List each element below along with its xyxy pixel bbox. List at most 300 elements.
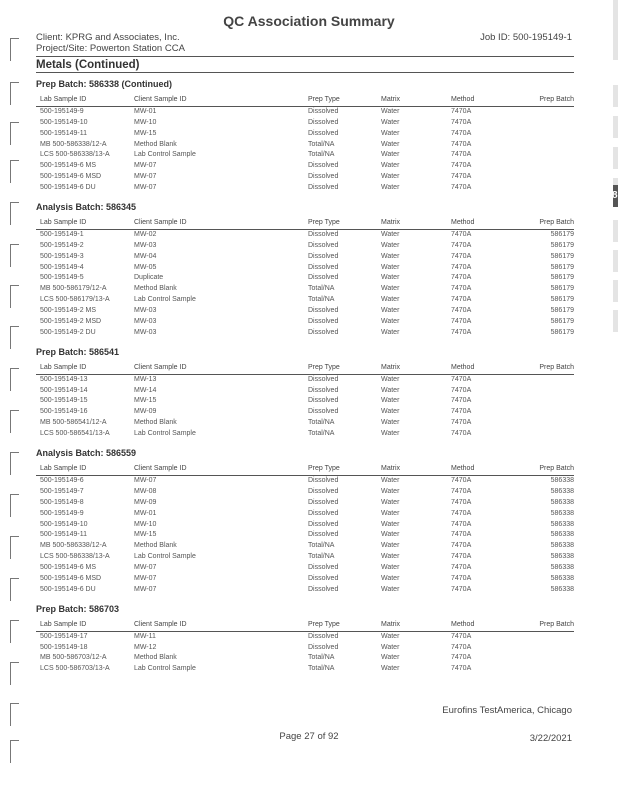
lab-sample-id-cell: LCS 500-586338/13-A — [40, 151, 110, 159]
scan-mark — [10, 244, 19, 267]
method-cell: 7470A — [451, 318, 472, 326]
table-row — [36, 150, 574, 161]
prep-batch-cell — [525, 632, 574, 643]
column-header-prep-type: Prep Type — [308, 219, 340, 227]
scan-mark — [10, 620, 19, 643]
lab-sample-id-cell: MB 500-586541/12-A — [40, 419, 107, 427]
table-row — [36, 295, 574, 306]
column-header-prep-batch: Prep Batch — [539, 363, 574, 371]
lab-sample-id-cell: MB 500-586179/12-A — [40, 285, 107, 293]
client-sample-id-cell: MW-15 — [134, 531, 157, 539]
client-sample-id-cell: MW-10 — [134, 520, 157, 528]
lab-sample-id-cell: 500-195149-2 MS — [40, 307, 97, 315]
job-id: Job ID: 500-195149-1 — [480, 32, 572, 43]
table-row — [36, 643, 574, 654]
batch-title: Analysis Batch: 586345 — [36, 202, 137, 213]
prep-batch-cell: 586338 — [550, 574, 574, 582]
prep-type-cell: Dissolved — [308, 531, 339, 539]
prep-batch-cell — [525, 107, 574, 118]
column-header-matrix: Matrix — [381, 96, 401, 103]
lab-sample-id-cell: 500-195149-3 — [40, 252, 84, 260]
client-sample-id-cell: MW-09 — [134, 408, 157, 416]
lab-sample-id-cell: 500-195149-1 — [40, 230, 84, 238]
column-header-prep-batch: Prep Batch — [539, 219, 574, 227]
table-row — [36, 632, 574, 643]
scan-mark — [10, 326, 19, 349]
prep-batch-cell: 586179 — [550, 274, 574, 282]
table-row — [36, 317, 574, 328]
client-sample-id-cell: Method Blank — [134, 419, 177, 427]
client-sample-id-cell: MW-04 — [134, 252, 157, 260]
section-tab — [613, 0, 618, 60]
method-cell: 7470A — [451, 375, 472, 383]
lab-sample-id-cell: 500-195149-11 — [40, 129, 87, 137]
prep-batch-cell — [525, 407, 574, 418]
column-header-client-sample-id: Client Sample ID — [134, 363, 187, 371]
method-cell: 7470A — [451, 230, 472, 238]
prep-type-cell: Dissolved — [308, 397, 339, 405]
method-cell: 7470A — [451, 307, 472, 315]
matrix-cell: Water — [381, 665, 400, 673]
prep-type-cell: Dissolved — [308, 476, 339, 484]
column-header-prep-type: Prep Type — [308, 620, 340, 628]
column-header-client-sample-id: Client Sample ID — [134, 465, 187, 473]
table-header-row — [36, 363, 574, 375]
client-sample-id-cell: Lab Control Sample — [134, 151, 196, 159]
matrix-cell: Water — [381, 129, 400, 137]
table-header-row — [36, 620, 574, 632]
section-tab — [613, 280, 618, 302]
method-cell: 7470A — [451, 263, 472, 271]
column-header-client-sample-id: Client Sample ID — [134, 96, 187, 103]
lab-sample-id-cell: 500-195149-6 MSD — [40, 173, 102, 181]
scan-mark — [10, 578, 19, 601]
prep-type-cell: Dissolved — [308, 307, 339, 315]
scan-mark — [10, 662, 19, 685]
table-row — [36, 653, 574, 664]
column-header-prep-type: Prep Type — [308, 465, 340, 473]
prep-batch-cell: 586179 — [550, 241, 574, 249]
prep-batch-cell — [525, 375, 574, 386]
matrix-cell: Water — [381, 654, 400, 662]
client-sample-id-cell: MW-08 — [134, 487, 157, 495]
column-header-client-sample-id: Client Sample ID — [134, 620, 187, 628]
section-tab — [613, 147, 618, 169]
scan-mark — [10, 536, 19, 559]
prep-type-cell: Dissolved — [308, 632, 339, 640]
lab-sample-id-cell: 500-195149-6 MS — [40, 162, 97, 170]
prep-batch-cell: 586338 — [550, 564, 574, 572]
client-sample-id-cell: Method Blank — [134, 542, 177, 550]
prep-type-cell: Total/NA — [308, 654, 335, 662]
lab-sample-id-cell: 500-195149-6 DU — [40, 585, 96, 593]
client-sample-id-cell: Lab Control Sample — [134, 430, 196, 438]
scan-mark — [10, 285, 19, 308]
prep-type-cell: Total/NA — [308, 430, 335, 438]
scan-mark — [10, 740, 19, 763]
table-row — [36, 585, 574, 596]
matrix-cell: Water — [381, 230, 400, 238]
scan-mark — [10, 368, 19, 391]
lab-sample-id-cell: MB 500-586338/12-A — [40, 542, 107, 550]
batch-section — [36, 201, 574, 339]
matrix-cell: Water — [381, 263, 400, 271]
matrix-cell: Water — [381, 151, 400, 159]
client-sample-id-cell: MW-05 — [134, 263, 157, 271]
client-sample-id-cell: MW-01 — [134, 509, 157, 517]
prep-type-cell: Dissolved — [308, 129, 339, 137]
prep-type-cell: Total/NA — [308, 542, 335, 550]
column-header-matrix: Matrix — [381, 465, 401, 473]
prep-batch-cell: 586338 — [550, 509, 574, 517]
prep-batch-cell: 586338 — [550, 542, 574, 550]
batch-title: Prep Batch: 586703 — [36, 603, 120, 614]
prep-batch-cell: 586338 — [550, 553, 574, 561]
prep-type-cell: Dissolved — [308, 408, 339, 416]
matrix-cell: Water — [381, 476, 400, 484]
table-row — [36, 107, 574, 118]
prep-batch-cell — [525, 140, 574, 151]
prep-batch-cell: 586338 — [550, 498, 574, 506]
prep-batch-cell: 586338 — [550, 531, 574, 539]
table-row — [36, 530, 574, 541]
matrix-cell: Water — [381, 531, 400, 539]
prep-type-cell: Dissolved — [308, 564, 339, 572]
lab-sample-id-cell: 500-195149-6 MS — [40, 564, 97, 572]
prep-type-cell: Dissolved — [308, 643, 339, 651]
lab-sample-id-cell: 500-195149-4 — [40, 263, 84, 271]
section-tab — [613, 85, 618, 107]
table-header-row — [36, 464, 574, 476]
column-header-prep-batch: Prep Batch — [539, 465, 574, 473]
table-row — [36, 664, 574, 675]
table-row — [36, 386, 574, 397]
prep-batch-cell — [525, 429, 574, 440]
lab-sample-id-cell: 500-195149-10 — [40, 118, 88, 126]
table-row — [36, 140, 574, 151]
qc-batches — [36, 77, 574, 682]
section-tab — [613, 116, 618, 138]
matrix-cell: Water — [381, 328, 400, 336]
matrix-cell: Water — [381, 375, 400, 383]
column-header-lab-sample-id: Lab Sample ID — [40, 620, 87, 628]
client-sample-id-cell: MW-13 — [134, 375, 157, 383]
method-cell: 7470A — [451, 498, 472, 506]
method-cell: 7470A — [451, 654, 472, 662]
column-header-prep-type: Prep Type — [308, 363, 340, 371]
table-row — [36, 407, 574, 418]
table-row — [36, 418, 574, 429]
method-cell: 7470A — [451, 296, 472, 304]
matrix-cell: Water — [381, 509, 400, 517]
client-sample-id-cell: MW-03 — [134, 318, 157, 326]
client-sample-id-cell: MW-14 — [134, 386, 157, 394]
matrix-cell: Water — [381, 285, 400, 293]
table-row — [36, 161, 574, 172]
table-row — [36, 252, 574, 263]
column-header-method: Method — [451, 465, 475, 473]
method-cell: 7470A — [451, 476, 472, 484]
prep-type-cell: Total/NA — [308, 665, 335, 673]
prep-batch-cell: 586338 — [550, 585, 574, 593]
matrix-cell: Water — [381, 632, 400, 640]
prep-type-cell: Dissolved — [308, 487, 339, 495]
prep-type-cell: Dissolved — [308, 386, 339, 394]
lab-sample-id-cell: LCS 500-586179/13-A — [40, 296, 110, 304]
prep-type-cell: Dissolved — [308, 520, 339, 528]
method-cell: 7470A — [451, 564, 472, 572]
section-title: Metals (Continued) — [36, 59, 140, 71]
prep-batch-cell: 586338 — [550, 487, 574, 495]
section-rule — [36, 72, 574, 73]
method-cell: 7470A — [451, 542, 472, 550]
prep-type-cell: Dissolved — [308, 585, 339, 593]
table-row — [36, 284, 574, 295]
table-row — [36, 263, 574, 274]
table-row — [36, 498, 574, 509]
prep-type-cell: Dissolved — [308, 118, 339, 126]
client-sample-id-cell: MW-02 — [134, 230, 157, 238]
client-sample-id-cell: MW-07 — [134, 476, 157, 484]
page-title: QC Association Summary — [223, 13, 395, 29]
method-cell: 7470A — [451, 285, 472, 293]
table-row — [36, 172, 574, 183]
lab-sample-id-cell: 500-195149-18 — [40, 643, 88, 651]
column-header-method: Method — [451, 620, 475, 628]
client-sample-id-cell: MW-03 — [134, 328, 157, 336]
matrix-cell: Water — [381, 520, 400, 528]
table-row — [36, 429, 574, 440]
prep-batch-cell: 586179 — [550, 285, 574, 293]
method-cell: 7470A — [451, 531, 472, 539]
scan-mark — [10, 38, 19, 61]
header-rule — [36, 56, 574, 57]
table-row — [36, 476, 574, 487]
batch-section — [36, 603, 574, 675]
prep-type-cell: Dissolved — [308, 318, 339, 326]
lab-sample-id-cell: 500-195149-6 — [40, 476, 84, 484]
prep-batch-cell — [525, 172, 574, 183]
scan-mark — [10, 82, 19, 105]
client-sample-id-cell: MW-01 — [134, 107, 157, 115]
section-tab — [613, 220, 618, 242]
prep-batch-cell: 586179 — [550, 296, 574, 304]
table-row — [36, 563, 574, 574]
matrix-cell: Water — [381, 430, 400, 438]
lab-sample-id-cell: 500-195149-8 — [40, 498, 84, 506]
client-sample-id-cell: MW-07 — [134, 564, 157, 572]
lab-sample-id-cell: LCS 500-586338/13-A — [40, 553, 110, 561]
column-header-client-sample-id: Client Sample ID — [134, 219, 187, 227]
prep-batch-cell: 586179 — [550, 328, 574, 336]
prep-type-cell: Dissolved — [308, 184, 339, 192]
table-row — [36, 520, 574, 531]
prep-type-cell: Dissolved — [308, 241, 339, 249]
table-row — [36, 129, 574, 140]
batch-title: Analysis Batch: 586559 — [36, 448, 137, 459]
batch-title: Prep Batch: 586338 (Continued) — [36, 79, 173, 89]
column-header-lab-sample-id: Lab Sample ID — [40, 465, 87, 473]
method-cell: 7470A — [451, 665, 472, 673]
prep-batch-cell — [525, 664, 574, 675]
prep-type-cell: Dissolved — [308, 173, 339, 181]
lab-sample-id-cell: 500-195149-10 — [40, 520, 88, 528]
column-header-prep-batch: Prep Batch — [539, 620, 574, 628]
prep-type-cell: Dissolved — [308, 252, 339, 260]
prep-batch-cell — [525, 150, 574, 161]
column-header-matrix: Matrix — [381, 620, 401, 628]
client-sample-id-cell: MW-09 — [134, 498, 157, 506]
method-cell: 7470A — [451, 129, 472, 137]
matrix-cell: Water — [381, 585, 400, 593]
matrix-cell: Water — [381, 118, 400, 126]
prep-type-cell: Dissolved — [308, 328, 339, 336]
client-sample-id-cell: Lab Control Sample — [134, 296, 196, 304]
client-sample-id-cell: Method Blank — [134, 285, 177, 293]
prep-batch-cell: 586179 — [550, 307, 574, 315]
prep-type-cell: Dissolved — [308, 574, 339, 582]
scan-mark — [10, 494, 19, 517]
method-cell: 7470A — [451, 487, 472, 495]
prep-type-cell: Dissolved — [308, 274, 339, 282]
prep-batch-cell — [525, 396, 574, 407]
method-cell: 7470A — [451, 162, 472, 170]
scan-mark — [10, 202, 19, 225]
scan-mark — [10, 410, 19, 433]
method-cell: 7470A — [451, 419, 472, 427]
table-row — [36, 230, 574, 241]
client-name: Client: KPRG and Associates, Inc. — [36, 32, 180, 43]
prep-type-cell: Dissolved — [308, 107, 339, 115]
batch-section — [36, 447, 574, 596]
table-row — [36, 552, 574, 563]
scan-mark — [10, 122, 19, 145]
method-cell: 7470A — [451, 173, 472, 181]
method-cell: 7470A — [451, 585, 472, 593]
lab-sample-id-cell: 500-195149-7 — [40, 487, 84, 495]
client-sample-id-cell: MW-12 — [134, 643, 157, 651]
client-sample-id-cell: Method Blank — [134, 654, 177, 662]
matrix-cell: Water — [381, 397, 400, 405]
prep-batch-cell: 586338 — [550, 520, 574, 528]
prep-type-cell: Dissolved — [308, 162, 339, 170]
client-sample-id-cell: MW-10 — [134, 118, 157, 126]
prep-type-cell: Total/NA — [308, 151, 335, 159]
column-header-lab-sample-id: Lab Sample ID — [40, 363, 87, 371]
matrix-cell: Water — [381, 184, 400, 192]
prep-batch-cell: 586179 — [550, 252, 574, 260]
method-cell: 7470A — [451, 632, 472, 640]
lab-sample-id-cell: 500-195149-14 — [40, 386, 88, 394]
prep-batch-cell — [525, 118, 574, 129]
client-sample-id-cell: MW-03 — [134, 307, 157, 315]
scan-mark — [10, 703, 19, 726]
method-cell: 7470A — [451, 520, 472, 528]
method-cell: 7470A — [451, 274, 472, 282]
method-cell: 7470A — [451, 408, 472, 416]
method-cell: 7470A — [451, 397, 472, 405]
client-sample-id-cell: MW-03 — [134, 241, 157, 249]
matrix-cell: Water — [381, 643, 400, 651]
client-sample-id-cell: Duplicate — [134, 274, 164, 282]
table-row — [36, 396, 574, 407]
matrix-cell: Water — [381, 296, 400, 304]
client-sample-id-cell: MW-11 — [134, 632, 156, 640]
table-row — [36, 541, 574, 552]
lab-sample-id-cell: 500-195149-11 — [40, 531, 87, 539]
lab-sample-id-cell: 500-195149-15 — [40, 397, 88, 405]
method-cell: 7470A — [451, 151, 472, 159]
prep-batch-cell: 586179 — [550, 230, 574, 238]
prep-type-cell: Dissolved — [308, 375, 339, 383]
method-cell: 7470A — [451, 118, 472, 126]
client-sample-id-cell: MW-07 — [134, 173, 157, 181]
matrix-cell: Water — [381, 107, 400, 115]
prep-type-cell: Dissolved — [308, 263, 339, 271]
method-cell: 7470A — [451, 184, 472, 192]
prep-batch-cell: 586179 — [550, 318, 574, 326]
matrix-cell: Water — [381, 419, 400, 427]
table-row — [36, 306, 574, 317]
column-header-method: Method — [451, 363, 475, 371]
prep-batch-cell — [525, 161, 574, 172]
matrix-cell: Water — [381, 408, 400, 416]
lab-sample-id-cell: 500-195149-16 — [40, 408, 88, 416]
method-cell: 7470A — [451, 140, 472, 148]
prep-batch-cell — [525, 643, 574, 654]
client-sample-id-cell: Lab Control Sample — [134, 665, 196, 673]
matrix-cell: Water — [381, 487, 400, 495]
matrix-cell: Water — [381, 386, 400, 394]
scan-mark — [10, 160, 19, 183]
section-tab-label: 8 — [612, 190, 618, 201]
prep-type-cell: Dissolved — [308, 509, 339, 517]
column-header-method: Method — [451, 96, 475, 103]
client-sample-id-cell: MW-15 — [134, 129, 157, 137]
table-row — [36, 375, 574, 386]
scan-mark — [10, 452, 19, 475]
client-sample-id-cell: Lab Control Sample — [134, 553, 196, 561]
lab-sample-id-cell: MB 500-586703/12-A — [40, 654, 107, 662]
page-number: Page 27 of 92 — [279, 731, 339, 742]
batch-section — [36, 78, 574, 194]
column-header-prep-batch: Prep Batch — [539, 96, 574, 103]
column-header-matrix: Matrix — [381, 219, 401, 227]
matrix-cell: Water — [381, 252, 400, 260]
column-header-lab-sample-id: Lab Sample ID — [40, 219, 87, 227]
table-row — [36, 183, 574, 194]
matrix-cell: Water — [381, 542, 400, 550]
method-cell: 7470A — [451, 643, 472, 651]
table-row — [36, 118, 574, 129]
prep-type-cell: Total/NA — [308, 296, 335, 304]
prep-batch-cell: 586338 — [550, 476, 574, 484]
matrix-cell: Water — [381, 241, 400, 249]
lab-sample-id-cell: 500-195149-6 DU — [40, 184, 96, 192]
section-tab — [613, 250, 618, 272]
method-cell: 7470A — [451, 107, 472, 115]
section-tab — [613, 310, 618, 332]
lab-sample-id-cell: 500-195149-5 — [40, 274, 84, 282]
table-row — [36, 509, 574, 520]
table-row — [36, 328, 574, 339]
lab-sample-id-cell: 500-195149-2 DU — [40, 328, 96, 336]
lab-sample-id-cell: 500-195149-2 MSD — [40, 318, 102, 326]
client-sample-id-cell: MW-07 — [134, 162, 157, 170]
prep-type-cell: Dissolved — [308, 230, 339, 238]
method-cell: 7470A — [451, 328, 472, 336]
matrix-cell: Water — [381, 318, 400, 326]
